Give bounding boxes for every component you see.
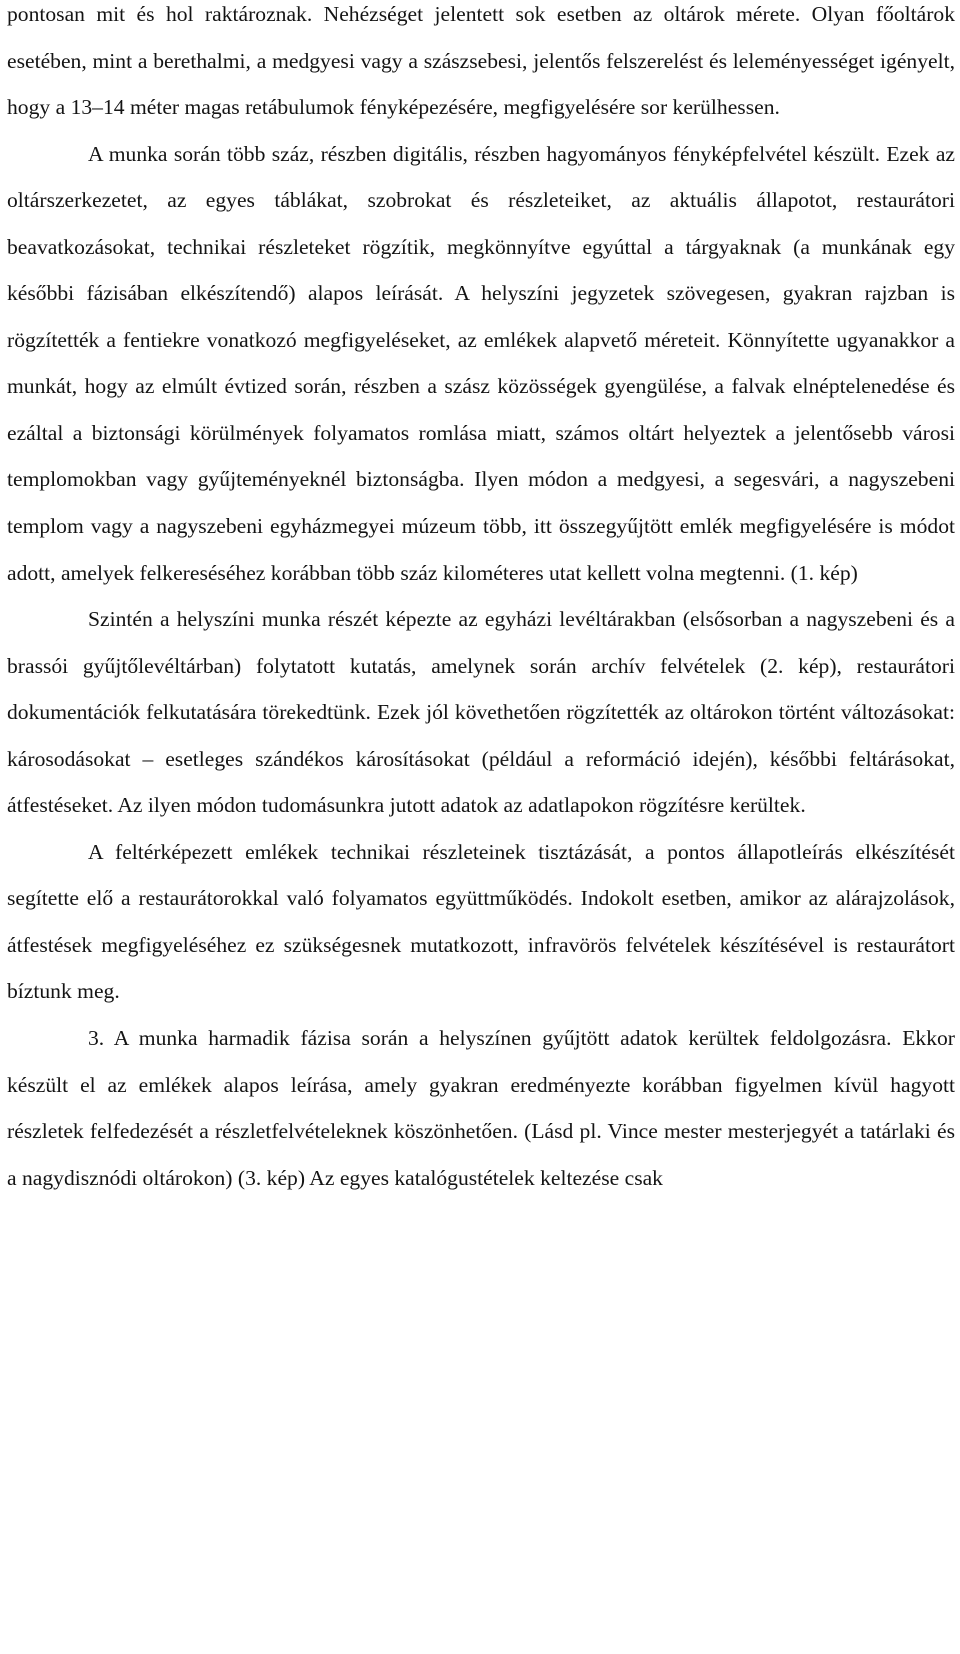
paragraph-photography: A munka során több száz, részben digitális, részben hagyományos fényképfelvétel készült. Ezek az oltárszerkezetet, az egyes táblákat, szobrokat és részleteiket, az aktuális állapotot, restaurátori beavatkozásokat, technikai részleteket rögzítik, megkönnyítve egyúttal a tárgyaknak (a munkának egy későbbi fázisában elkészítendő) alapos leírását. A helyszíni jegyzetek szövegesen, gyakran rajzban is rögzítették a fentiekre vonatkozó megfigyeléseket, az emlékek alapvető méreteit. Könnyítette ugyanakkor a munkát, hogy az elmúlt évtized során, részben a szász közösségek gyengülése, a falvak elnéptelenedése és ezáltal a biztonsági körülmények folyamatos romlása miatt, számos oltárt helyeztek a jelentősebb városi templomokban vagy gyűjteményeknél biztonságba. Ilyen módon a medgyesi, a segesvári, a nagyszebeni templom vagy a nagyszebeni egyházmegyei múzeum több, itt összegyűjtött emlék megfigyelésére is módot adott, amelyek felkereséséhez korábban több száz kilométeres utat kellett volna megtenni. (1. kép) — [7, 141, 955, 585]
paragraph-archive-research: Szintén a helyszíni munka részét képezte az egyházi levéltárakban (elsősorban a nagyszebeni és a brassói gyűjtőlevéltárban) folytatott kutatás, amelynek során archív felvételek (2. kép), restaurátori dokumentációk felkutatására törekedtünk. Ezek jól követhetően rögzítették az oltárokon történt változásokat: károsodásokat – esetleges szándékos károsításokat (például a reformáció idején), későbbi feltárásokat, átfestéseket. Az ilyen módon tudomásunkra jutott adatok az adatlapokon rögzítésre kerültek. — [7, 607, 955, 818]
paragraph-continuation: pontosan mit és hol raktároznak. Nehézséget jelentett sok esetben az oltárok mérete. Olyan főoltárok esetében, mint a berethalmi, a medgyesi vagy a szászsebesi, jelentős felszerelést és leleményességet igényelt, hogy a 13–14 méter magas retábulumok fényképezésére, megfigyelésére sor kerülhessen. — [7, 2, 955, 120]
paragraph-restorers: A feltérképezett emlékek technikai részleteinek tisztázását, a pontos állapotleírás elkészítését segítette elő a restaurátorokkal való folyamatos együttműködés. Indokolt esetben, amikor az alárajzolások, átfestések megfigyeléséhez ez szükségesnek mutatkozott, infravörös felvételek készítésével is restaurátort bíztunk meg. — [7, 839, 955, 1004]
paragraph-phase-three: 3. A munka harmadik fázisa során a helyszínen gyűjtött adatok kerültek feldolgozásra. Ekkor készült el az emlékek alapos leírása, amely gyakran eredményezte korábban figyelmen kívül hagyott részletek felfedezését a részletfelvételeknek köszönhetően. (Lásd pl. Vince mester mesterjegyét a tatárlaki és a nagydisznódi oltárokon) (3. kép) Az egyes katalógustételek keltezése csak — [7, 1026, 955, 1190]
